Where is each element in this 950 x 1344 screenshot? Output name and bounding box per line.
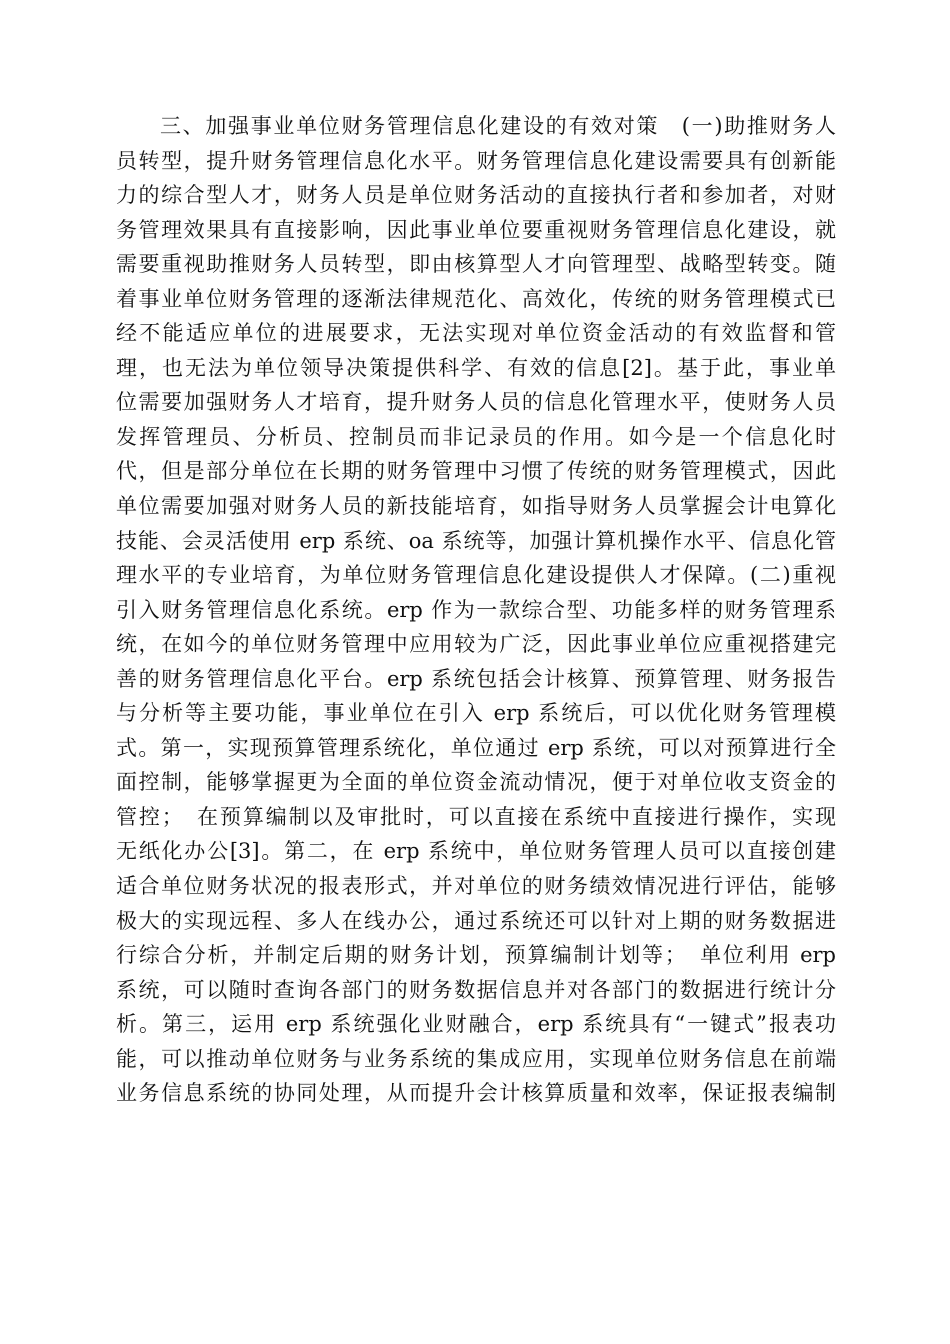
paragraph-line: 发挥管理员、分析员、控制员而非记录员的作用。如今是一个信息化时 xyxy=(116,424,836,449)
paragraph-line: 善的财务管理信息化平台。erp 系统包括会计核算、预算管理、财务报告 xyxy=(116,666,836,691)
paragraph-line: 式。第一，实现预算管理系统化，单位通过 erp 系统，可以对预算进行全 xyxy=(116,735,836,760)
paragraph-line: 理，也无法为单位领导决策提供科学、有效的信息[2]。基于此，事业单 xyxy=(116,355,836,380)
paragraph-line: 着事业单位财务管理的逐渐法律规范化、高效化，传统的财务管理模式已 xyxy=(116,286,836,311)
paragraph-line: 能，可以推动单位财务与业务系统的集成应用，实现单位财务信息在前端 xyxy=(116,1046,836,1071)
paragraph-line: 无纸化办公[3]。第二，在 erp 系统中，单位财务管理人员可以直接创建 xyxy=(116,839,836,864)
paragraph-line: 务管理效果具有直接影响，因此事业单位要重视财务管理信息化建设，就 xyxy=(116,217,836,242)
paragraph-line: 员转型，提升财务管理信息化水平。财务管理信息化建设需要具有创新能 xyxy=(116,148,836,173)
body-paragraph xyxy=(116,109,836,1111)
paragraph-line: 经不能适应单位的进展要求，无法实现对单位资金活动的有效监督和管 xyxy=(116,321,836,346)
paragraph-line: 适合单位财务状况的报表形式，并对单位的财务绩效情况进行评估，能够 xyxy=(116,874,836,899)
paragraph-line: 位需要加强财务人才培育，提升财务人员的信息化管理水平，使财务人员 xyxy=(116,390,836,415)
paragraph-line: 单位需要加强对财务人员的新技能培育，如指导财务人员掌握会计电算化 xyxy=(116,494,836,519)
paragraph-line: 析。第三，运用 erp 系统强化业财融合，erp 系统具有“一键式”报表功 xyxy=(116,1012,836,1037)
paragraph-line: 统，在如今的单位财务管理中应用较为广泛，因此事业单位应重视搭建完 xyxy=(116,632,836,657)
paragraph-line: 面控制，能够掌握更为全面的单位资金流动情况，便于对单位收支资金的 xyxy=(116,770,836,795)
paragraph-line: 需要重视助推财务人员转型，即由核算型人才向管理型、战略型转变。随 xyxy=(116,252,836,277)
paragraph-line: 极大的实现远程、多人在线办公，通过系统还可以针对上期的财务数据进 xyxy=(116,908,836,933)
paragraph-line: 技能、会灵活使用 erp 系统、oa 系统等，加强计算机操作水平、信息化管 xyxy=(116,528,836,553)
paragraph-line: 业务信息系统的协同处理，从而提升会计核算质量和效率，保证报表编制 xyxy=(116,1081,836,1106)
paragraph-line: 力的综合型人才，财务人员是单位财务活动的直接执行者和参加者，对财 xyxy=(116,183,836,208)
paragraph-line: 系统，可以随时查询各部门的财务数据信息并对各部门的数据进行统计分 xyxy=(116,977,836,1002)
paragraph-line: 代，但是部分单位在长期的财务管理中习惯了传统的财务管理模式，因此 xyxy=(116,459,836,484)
paragraph-line: 管控； 在预算编制以及审批时，可以直接在系统中直接进行操作，实现 xyxy=(116,804,836,829)
paragraph-line: 三、加强事业单位财务管理信息化建设的有效对策 (一)助推财务人 xyxy=(160,114,836,138)
paragraph-line: 与分析等主要功能，事业单位在引入 erp 系统后，可以优化财务管理模 xyxy=(116,701,836,726)
paragraph-line: 理水平的专业培育，为单位财务管理信息化建设提供人才保障。(二)重视 xyxy=(116,563,836,588)
paragraph-line: 行综合分析，并制定后期的财务计划，预算编制计划等； 单位利用 erp xyxy=(116,943,836,968)
paragraph-line: 引入财务管理信息化系统。erp 作为一款综合型、功能多样的财务管理系 xyxy=(116,597,836,622)
